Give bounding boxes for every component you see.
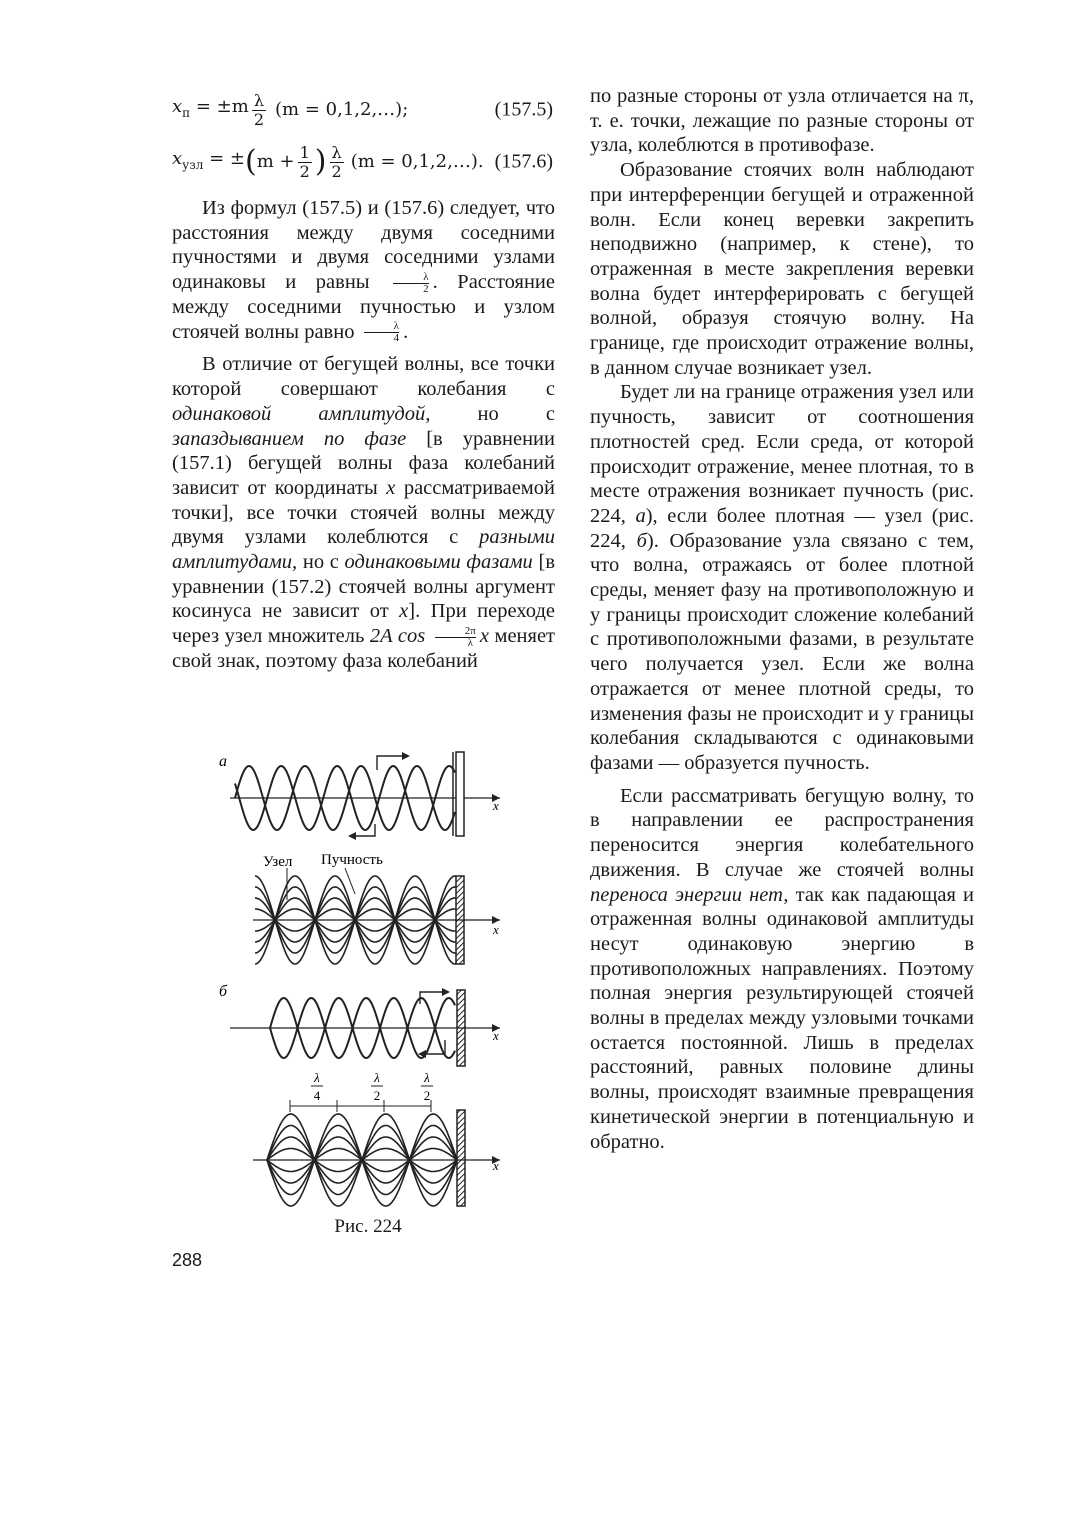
- page-number: 288: [172, 1250, 203, 1270]
- wall: [457, 1110, 465, 1206]
- formula-157-5: $x_п = \pm m$ $\frac{\lambda}{2}$ (m = 0,1,2,…); (157.5): [172, 90, 553, 129]
- paragraph-boundary: Будет ли на границе отражения узел или пучность, зависит от соотношения плотностей сред. Если среда, от которой происходит отражение, менее плотная, то в месте отражения возникает пучность (рис. 224, а), если более плотная — узел (рис. 224, б). Образование узла связано с тем, что волна, отражаясь от более плотной среды, меняет фазу на противоположную и у границы происходит сложение колебаний с противоположными фазами, в результате чего получается узел. Если же волна отражается от менее плотной среды, то изменения фазы не происходит и у границы колебания складываются с одинаковыми фазами — образуется пучность.: [590, 381, 974, 774]
- wall: [457, 990, 465, 1066]
- paragraph-energy: Если рассматривать бегущую волну, то в направлении ее распространения переносится энергия колебательного движения. В случае же стоячей волны переноса энергии нет, так как падающая и отраженная волны одинаковой амплитуды несут одинаковую энергию в противоположных направлениях. Поэтому полная энергия результирующей стоячей волны в пределах между узловыми точками остается постоянной. Лишь в пределах расстояний, равных половине длины волны, происходят взаимные превращения кинетической энергии в потенциальную и обратно.: [590, 784, 974, 1153]
- axis-x-a1: x: [493, 798, 499, 813]
- axis-x-b2: x: [493, 1158, 499, 1173]
- antinode-label: Пучность: [321, 852, 383, 868]
- node-label: Узел: [263, 854, 293, 870]
- axis-x-b1: x: [493, 1028, 499, 1043]
- equation-number-157-6: (157.6): [494, 150, 553, 173]
- paragraph-distances: Из формул (157.5) и (157.6) следует, что расстояния между двумя соседними пучностями и двумя соседними узлами одинаковы и равны $\frac{\lambda}{2}$ . Расстояние между соседними пучностью и узлом стоячей волны равно $\frac{\lambda}{4}$ .: [172, 197, 556, 345]
- figure-224: [205, 748, 535, 1258]
- svg-text:2: 2: [373, 1088, 381, 1103]
- lambda-dimension-labels: [311, 1070, 433, 1103]
- figure-caption: Рис. 224: [334, 1216, 402, 1237]
- svg-text:λ: λ: [374, 1070, 380, 1085]
- panel-a-travelling-waves: [230, 752, 500, 840]
- label-b: б: [219, 983, 228, 1000]
- arrow-head: [442, 988, 450, 996]
- wall: [456, 752, 464, 836]
- paragraph-antiphase: по разные стороны от узла отличается на π, т. е. точки, лежащие по разные стороны от узла, колеблются в противофазе.: [590, 85, 974, 157]
- paragraph-standing-wave-phase: В отличие от бегущей волны, все точки которой совершают колебания с одинаковой амплитудой, но с запаздыванием по фазе [в уравнении (157.1) бегущей волны фаза колебаний зависит от координаты x рассматриваемой точки], все точки стоячей волны между двумя узлами колеблются с разными амплитудами, но с одинаковыми фазами [в уравнении (157.2) стоячей волны аргумент косинуса не зависит от x]. При переходе через узел множитель 2A cos $\frac{2\pi}{\lambda}$ x меняет свой знак, поэтому фаза колебаний: [172, 353, 556, 672]
- svg-text:λ: λ: [424, 1070, 430, 1085]
- paragraph-formation: Образование стоячих волн наблюдают при интерференции бегущей и отраженной волн. Если конец веревки закрепить неподвижно (например, к стене), то отраженная в месте закрепления веревки волна будет интерферировать с бегущей волной, образуя стоячую волну. На границе, где происходит отражение волны, в данном случае возникает узел.: [590, 159, 974, 379]
- svg-text:2: 2: [423, 1088, 431, 1103]
- axis-x-a2: x: [493, 922, 499, 937]
- arrow-head: [348, 832, 356, 840]
- panel-a-standing-wave: [253, 868, 500, 964]
- formula-157-6: $x_{узл}$ = ± ( m + $\frac{1}{2}$ ) $\frac{\lambda}{2}$ (m = 0,1,2,…). (157.6): [172, 142, 553, 181]
- left-column: [172, 84, 555, 674]
- wall: [456, 876, 464, 964]
- antinode-pointer: [345, 868, 355, 894]
- panel-b-standing-wave: [253, 1100, 500, 1206]
- svg-text:λ: λ: [314, 1070, 320, 1085]
- svg-text:4: 4: [313, 1088, 321, 1103]
- arrow-head: [402, 752, 410, 760]
- right-column: [590, 84, 974, 1154]
- panel-b-travelling-waves: [230, 988, 500, 1066]
- equation-number-157-5: (157.5): [494, 98, 553, 121]
- label-a: а: [219, 753, 227, 770]
